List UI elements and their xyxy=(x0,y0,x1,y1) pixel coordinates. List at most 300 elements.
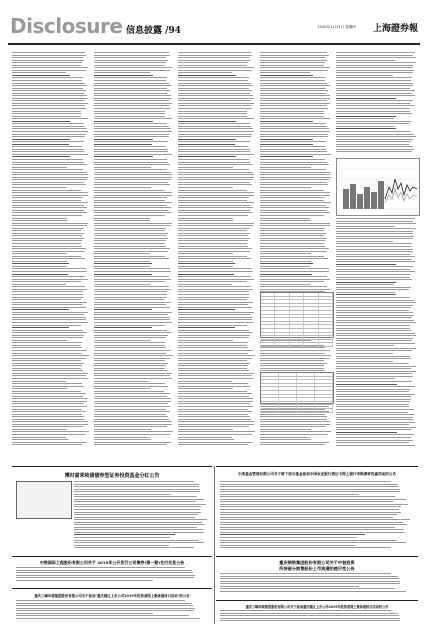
text-line xyxy=(12,401,87,402)
text-line xyxy=(12,444,82,445)
text-line xyxy=(336,396,411,397)
text-line xyxy=(178,419,251,420)
table-cell xyxy=(297,377,315,380)
text-column-5 xyxy=(336,52,418,154)
text-line xyxy=(260,123,326,124)
text-line xyxy=(260,355,331,356)
text-line xyxy=(12,205,84,206)
text-line xyxy=(12,195,88,196)
text-line xyxy=(178,123,250,124)
text-column-2 xyxy=(94,52,174,448)
text-line xyxy=(94,279,171,280)
text-line xyxy=(260,210,327,211)
text-line xyxy=(94,363,168,364)
text-line xyxy=(12,248,86,249)
text-line xyxy=(260,72,310,73)
text-line xyxy=(178,197,249,198)
table-cell xyxy=(279,395,297,398)
table-cell xyxy=(315,402,333,405)
text-line xyxy=(94,291,167,292)
text-line xyxy=(12,289,87,290)
text-line xyxy=(260,424,330,425)
text-line xyxy=(12,70,86,71)
text-line xyxy=(94,154,172,155)
text-line xyxy=(94,248,170,249)
text-line xyxy=(178,261,233,262)
text-line xyxy=(178,182,250,183)
text-line xyxy=(260,431,331,432)
text-line xyxy=(220,501,393,502)
text-line xyxy=(178,411,252,412)
text-line xyxy=(260,286,327,287)
table-cell xyxy=(261,336,275,339)
text-line xyxy=(178,57,249,58)
text-line xyxy=(94,218,150,219)
text-line xyxy=(336,233,413,234)
text-line xyxy=(16,608,195,609)
text-line xyxy=(178,375,252,376)
text-line xyxy=(178,302,253,303)
text-line xyxy=(16,570,192,571)
text-line xyxy=(336,289,409,290)
text-line xyxy=(260,233,326,234)
text-line xyxy=(94,103,172,104)
text-line xyxy=(178,187,233,188)
text-line xyxy=(94,289,171,290)
text-line xyxy=(12,299,81,300)
text-line xyxy=(12,72,66,73)
text-line xyxy=(12,302,87,303)
text-line xyxy=(94,121,153,122)
text-line xyxy=(94,83,169,84)
text-line xyxy=(94,162,168,163)
text-line xyxy=(12,169,83,170)
announcement-a1-title: 博时富荣纯债债券型证券投资基金分红公告 xyxy=(64,473,160,479)
text-line xyxy=(260,271,329,272)
text-line xyxy=(94,409,166,410)
table-cell xyxy=(315,405,333,408)
text-line xyxy=(260,111,324,112)
text-line xyxy=(94,80,166,81)
text-line xyxy=(94,139,153,140)
text-line xyxy=(336,297,410,298)
text-line xyxy=(12,182,84,183)
text-line xyxy=(260,200,324,201)
table-cell xyxy=(297,391,315,394)
text-line xyxy=(336,266,413,267)
text-line xyxy=(94,424,172,425)
text-line xyxy=(336,320,414,321)
text-line xyxy=(178,116,247,117)
text-line xyxy=(178,62,248,63)
text-line xyxy=(94,396,167,397)
text-line xyxy=(220,494,359,495)
text-line xyxy=(336,300,414,301)
table-cell xyxy=(319,307,333,310)
text-line xyxy=(178,75,236,76)
text-line xyxy=(178,192,254,193)
text-line xyxy=(336,427,416,428)
text-line xyxy=(94,70,170,71)
text-line xyxy=(336,294,396,295)
table-cell xyxy=(304,293,318,296)
text-line xyxy=(260,439,311,440)
text-line xyxy=(94,281,165,282)
text-line xyxy=(74,509,200,510)
table-cell xyxy=(290,336,304,339)
text-line xyxy=(12,77,83,78)
table-cell xyxy=(297,373,315,376)
text-line xyxy=(178,60,250,61)
text-line xyxy=(220,506,401,507)
text-line xyxy=(12,162,84,163)
table-cell xyxy=(261,307,275,310)
text-line xyxy=(16,610,194,611)
text-line xyxy=(336,305,413,306)
text-line xyxy=(74,527,197,528)
announcement-a2-title: 中庚基金管理有限公司关于旗下部分基金参加中国农业银行借记卡网上银行申购费率优惠活动的公告 xyxy=(237,472,397,476)
text-line xyxy=(12,60,84,61)
table-cell xyxy=(304,340,318,343)
table-cell xyxy=(290,311,304,314)
text-line xyxy=(94,246,166,247)
table-cell xyxy=(279,402,297,405)
text-line xyxy=(336,264,396,265)
table-cell xyxy=(304,336,318,339)
text-line xyxy=(220,573,391,574)
text-line xyxy=(12,375,86,376)
text-line xyxy=(336,424,409,425)
text-line xyxy=(12,136,85,137)
text-line xyxy=(12,350,87,351)
text-line xyxy=(260,274,312,275)
text-line xyxy=(220,583,400,584)
text-line xyxy=(94,312,172,313)
text-line xyxy=(94,368,165,369)
text-line xyxy=(336,325,410,326)
text-line xyxy=(12,235,82,236)
text-line xyxy=(74,506,201,507)
fund-chart-svg xyxy=(337,159,419,215)
text-line xyxy=(260,202,331,203)
text-line xyxy=(12,261,67,262)
text-line xyxy=(12,202,88,203)
text-line xyxy=(336,406,409,407)
text-line xyxy=(336,353,393,354)
text-line xyxy=(336,269,410,270)
text-line xyxy=(178,342,248,343)
text-line xyxy=(94,431,173,432)
text-line xyxy=(74,519,207,520)
text-line xyxy=(336,307,411,308)
text-line xyxy=(12,52,85,53)
text-line xyxy=(336,52,415,53)
text-line xyxy=(336,434,414,435)
text-line xyxy=(336,384,397,385)
text-line xyxy=(336,429,412,430)
text-line xyxy=(94,274,152,275)
text-line xyxy=(12,411,86,412)
announcement-a5-body xyxy=(16,600,208,622)
text-line xyxy=(260,368,324,369)
text-line xyxy=(336,121,411,122)
text-line xyxy=(74,499,204,500)
table-cell xyxy=(275,293,289,296)
text-line xyxy=(94,105,169,106)
text-line xyxy=(12,167,67,168)
text-line xyxy=(12,281,81,282)
text-line xyxy=(260,121,313,122)
text-line xyxy=(178,314,250,315)
text-line xyxy=(94,225,171,226)
text-line xyxy=(336,151,412,152)
table-cell xyxy=(297,384,315,387)
text-line xyxy=(260,126,327,127)
text-line xyxy=(178,151,250,152)
announcement-a4-body xyxy=(220,573,414,595)
text-line xyxy=(336,317,412,318)
text-line xyxy=(94,190,165,191)
text-line xyxy=(178,330,249,331)
table-cell xyxy=(275,311,289,314)
text-line xyxy=(94,388,150,389)
text-line xyxy=(178,95,253,96)
table-cell xyxy=(319,322,333,325)
text-line xyxy=(16,615,189,616)
text-line xyxy=(178,52,251,53)
text-line xyxy=(336,90,415,91)
text-line xyxy=(12,291,83,292)
text-line xyxy=(260,353,325,354)
text-line xyxy=(260,174,330,175)
text-line xyxy=(12,396,83,397)
text-line xyxy=(336,328,410,329)
text-line xyxy=(178,281,247,282)
newspaper-name: 上海證券報 xyxy=(372,24,418,34)
text-line xyxy=(178,319,252,320)
text-line xyxy=(336,414,415,415)
text-line xyxy=(12,57,83,58)
text-line xyxy=(74,481,194,482)
table-cell xyxy=(319,329,333,332)
text-line xyxy=(178,90,252,91)
text-line xyxy=(336,386,415,387)
text-line xyxy=(178,274,234,275)
text-line xyxy=(260,139,313,140)
text-line xyxy=(12,85,87,86)
text-line xyxy=(94,419,169,420)
text-line xyxy=(94,386,168,387)
text-line xyxy=(336,60,395,61)
text-line xyxy=(336,111,410,112)
text-line xyxy=(178,88,249,89)
text-line xyxy=(94,240,166,241)
text-line xyxy=(260,187,311,188)
text-line xyxy=(178,256,247,257)
table-cell xyxy=(275,304,289,307)
text-line xyxy=(220,542,406,543)
text-line xyxy=(94,437,150,438)
text-line xyxy=(178,164,253,165)
text-line xyxy=(12,210,84,211)
text-line xyxy=(260,182,327,183)
table-cell xyxy=(261,402,279,405)
text-line xyxy=(178,386,250,387)
table-cell xyxy=(275,300,289,303)
text-line xyxy=(336,85,413,86)
text-line xyxy=(336,93,412,94)
text-line xyxy=(220,615,399,616)
text-line xyxy=(12,243,81,244)
text-line xyxy=(12,190,81,191)
text-line xyxy=(336,361,393,362)
text-line xyxy=(12,118,88,119)
text-line xyxy=(94,393,170,394)
table-cell xyxy=(279,380,297,383)
text-line xyxy=(94,200,165,201)
text-line xyxy=(12,442,87,443)
text-line xyxy=(178,230,247,231)
text-line xyxy=(260,52,327,53)
table-cell xyxy=(304,325,318,328)
text-line xyxy=(178,345,247,346)
text-line xyxy=(12,434,86,435)
text-line xyxy=(74,489,200,490)
text-line xyxy=(178,169,249,170)
table-cell xyxy=(261,297,275,300)
text-line xyxy=(178,263,235,264)
text-line xyxy=(16,618,200,619)
text-line xyxy=(16,580,153,581)
text-line xyxy=(336,412,408,413)
text-line xyxy=(12,184,86,185)
text-line xyxy=(336,277,410,278)
text-line xyxy=(12,141,84,142)
text-line xyxy=(336,246,411,247)
table-cell xyxy=(290,304,304,307)
text-line xyxy=(94,434,170,435)
text-line xyxy=(178,350,253,351)
text-line xyxy=(260,212,330,213)
text-line xyxy=(12,309,69,310)
table-cell xyxy=(304,322,318,325)
text-line xyxy=(94,118,172,119)
table-cell xyxy=(290,329,304,332)
text-line xyxy=(12,207,87,208)
table-cell xyxy=(279,384,297,387)
text-line xyxy=(94,251,168,252)
table-cell xyxy=(290,340,304,343)
text-line xyxy=(336,55,413,56)
table-cell xyxy=(261,329,275,332)
text-line xyxy=(336,254,410,255)
text-line xyxy=(178,347,248,348)
text-line xyxy=(94,62,166,63)
text-line xyxy=(260,248,329,249)
text-line xyxy=(336,65,413,66)
text-line xyxy=(260,70,328,71)
text-line xyxy=(178,238,250,239)
table-cell xyxy=(319,297,333,300)
text-line xyxy=(12,358,86,359)
text-line xyxy=(94,284,150,285)
text-line xyxy=(178,141,250,142)
text-line xyxy=(12,381,66,382)
text-line xyxy=(74,491,200,492)
table-cell xyxy=(279,398,297,401)
text-line xyxy=(12,347,82,348)
text-line xyxy=(220,481,391,482)
text-line xyxy=(178,340,233,341)
table-cell xyxy=(315,373,333,376)
table-cell xyxy=(319,311,333,314)
text-line xyxy=(260,281,324,282)
text-line xyxy=(12,437,66,438)
text-line xyxy=(178,429,233,430)
text-line xyxy=(94,195,172,196)
text-line xyxy=(12,424,88,425)
text-line xyxy=(94,256,165,257)
text-line xyxy=(178,403,250,404)
text-line xyxy=(336,399,411,400)
text-line xyxy=(178,162,250,163)
text-line xyxy=(336,144,409,145)
text-line xyxy=(178,105,251,106)
text-line xyxy=(178,271,253,272)
text-line xyxy=(12,325,81,326)
text-line xyxy=(94,210,168,211)
text-line xyxy=(178,248,252,249)
text-line xyxy=(178,416,250,417)
text-line xyxy=(260,416,327,417)
text-line xyxy=(94,220,150,221)
table-cell xyxy=(279,387,297,390)
text-line xyxy=(178,442,253,443)
text-line xyxy=(94,330,167,331)
text-line xyxy=(178,67,254,68)
table-cell xyxy=(261,300,275,303)
text-line xyxy=(94,444,166,445)
table-cell xyxy=(275,297,289,300)
text-line xyxy=(12,414,82,415)
table-cell xyxy=(261,391,279,394)
text-line xyxy=(16,577,194,578)
text-line xyxy=(94,426,167,427)
text-line xyxy=(16,603,192,604)
text-line xyxy=(94,314,168,315)
text-line xyxy=(94,398,171,399)
text-line xyxy=(12,314,84,315)
text-line xyxy=(74,486,199,487)
text-line xyxy=(12,131,88,132)
text-line xyxy=(336,338,413,339)
text-line xyxy=(12,317,86,318)
text-line xyxy=(94,332,171,333)
text-line xyxy=(178,200,247,201)
text-line xyxy=(336,251,413,252)
text-line xyxy=(74,494,171,495)
text-line xyxy=(260,162,327,163)
text-line xyxy=(178,307,252,308)
text-line xyxy=(178,396,249,397)
text-line xyxy=(12,154,88,155)
text-line xyxy=(336,57,416,58)
text-line xyxy=(94,182,168,183)
table-cell xyxy=(290,322,304,325)
text-line xyxy=(12,256,81,257)
text-line xyxy=(12,312,88,313)
table-cell xyxy=(290,325,304,328)
